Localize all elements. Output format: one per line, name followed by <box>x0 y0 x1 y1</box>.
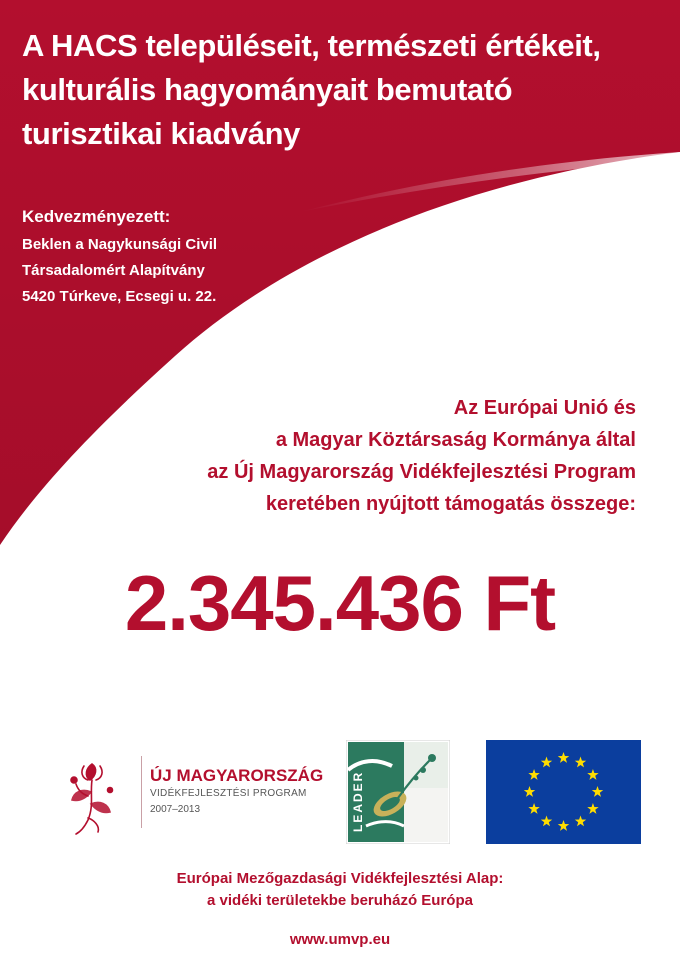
eafrd-caption <box>0 868 680 912</box>
beneficiary-heading: Kedvezményezett: <box>22 207 171 226</box>
support-line: a Magyar Köztársaság Kormánya által <box>275 429 636 451</box>
website-link[interactable]: www.umvp.eu <box>289 931 391 948</box>
umvp-years: 2007–2013 <box>150 804 201 815</box>
support-statement <box>207 392 636 520</box>
umvp-title: ÚJ MAGYARORSZÁG <box>150 766 324 785</box>
umvp-subtitle: VIDÉKFEJLESZTÉSI PROGRAM <box>150 788 307 799</box>
title-line: A HACS településeit, természeti értékeit, <box>22 28 601 63</box>
support-line: az Új Magyarország Vidékfejlesztési Program <box>207 461 636 483</box>
tulip-ornament-icon <box>54 750 134 840</box>
caption-line: Európai Mezőgazdasági Vidékfejlesztési Alap: <box>176 870 504 887</box>
support-line: keretében nyújtott támogatás összege: <box>265 493 636 515</box>
uj-magyarorszag-logo <box>54 750 334 840</box>
title-line: turisztikai kiadvány <box>22 116 301 151</box>
beneficiary-address: 5420 Túrkeve, Ecsegi u. 22. <box>22 288 217 305</box>
support-line: Az Európai Unió és <box>453 397 636 419</box>
title-line: kulturális hagyományait bemutató <box>22 72 513 107</box>
caption-line: a vidéki területekbe beruházó Európa <box>207 892 473 909</box>
eu-flag-icon <box>486 740 641 844</box>
publication-title <box>22 24 662 156</box>
support-amount: 2.345.436 Ft <box>124 559 556 647</box>
leader-text: LEADER <box>351 770 365 832</box>
beneficiary-line: Beklen a Nagykunsági Civil <box>22 236 218 253</box>
logo-divider <box>141 756 142 828</box>
leader-logo <box>346 740 450 844</box>
beneficiary-block <box>22 206 217 310</box>
beneficiary-line: Társadalomért Alapítvány <box>22 262 205 279</box>
